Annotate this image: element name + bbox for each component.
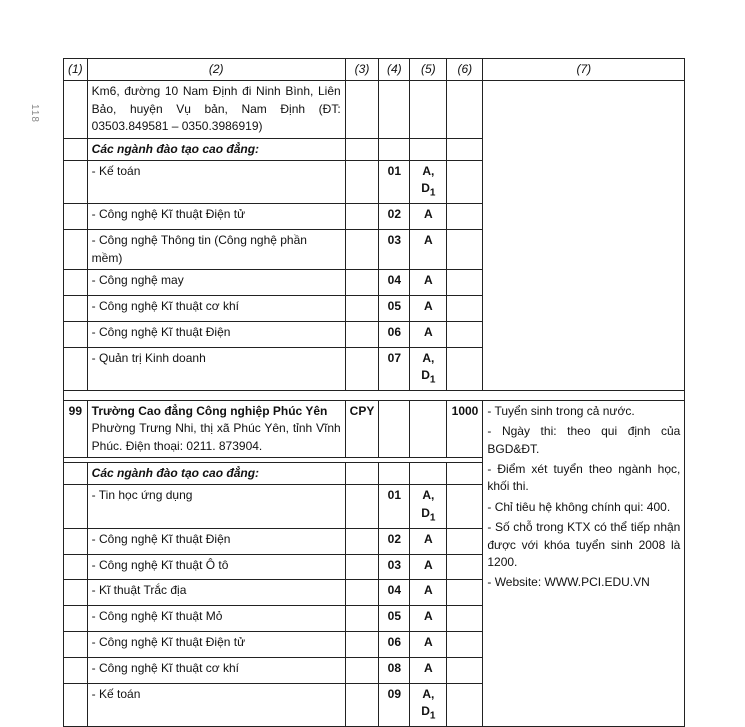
empty-cell: [64, 554, 88, 580]
empty-cell: [447, 81, 483, 138]
gap-cell: [64, 390, 685, 400]
major-name: - Công nghệ Kĩ thuật Điện: [87, 321, 345, 347]
empty-cell: [447, 138, 483, 160]
major-block: [410, 204, 447, 230]
note-item: - Chỉ tiêu hệ không chính qui: 400.: [487, 499, 671, 514]
major-code: 04: [379, 580, 410, 606]
major-block-text: A: [424, 233, 433, 248]
major-block: [410, 528, 447, 554]
header-cell: (1): [64, 59, 88, 81]
empty-cell: [345, 606, 379, 632]
empty-cell: [64, 684, 88, 727]
empty-cell: [447, 554, 483, 580]
empty-cell: [447, 606, 483, 632]
empty-cell: [345, 485, 379, 528]
major-code: 06: [379, 632, 410, 658]
major-block: [410, 230, 447, 270]
empty-cell: [447, 204, 483, 230]
major-code: 04: [379, 269, 410, 295]
major-name: - Công nghệ Kĩ thuật Điện: [87, 528, 345, 554]
empty-cell: [447, 658, 483, 684]
major-block-text: A: [424, 583, 433, 598]
major-block: [410, 485, 447, 528]
empty-cell: [379, 463, 410, 485]
major-block-text: A: [424, 272, 433, 287]
major-block: [410, 658, 447, 684]
header-cell: (2): [87, 59, 345, 81]
school-name: Trường Cao đẳng Công nghiệp Phúc Yên: [91, 403, 328, 418]
empty-cell: [345, 684, 379, 727]
empty-cell: [345, 321, 379, 347]
empty-cell: [379, 81, 410, 138]
empty-cell: [447, 230, 483, 270]
note-item: - Ngày thi: theo qui định của BGD&ĐT.: [487, 424, 681, 456]
empty-cell: [345, 632, 379, 658]
empty-cell: [410, 400, 447, 457]
major-block: [410, 160, 447, 203]
major-code: 08: [379, 658, 410, 684]
empty-cell: [64, 347, 88, 390]
school-code: CPY: [345, 400, 379, 457]
header-cell: (7): [483, 59, 685, 81]
major-block: [410, 269, 447, 295]
major-block-sub: 1: [429, 187, 436, 199]
empty-cell: [379, 400, 410, 457]
major-block-text: A: [424, 207, 433, 222]
empty-cell: [64, 160, 88, 203]
empty-cell: [345, 160, 379, 203]
empty-cell: [410, 463, 447, 485]
major-name: - Công nghệ Kĩ thuật Điện tử: [87, 204, 345, 230]
school-info: [87, 400, 345, 457]
major-block-sub: 1: [429, 710, 436, 722]
school-section-title: Các ngành đào tạo cao đẳng:: [87, 463, 345, 485]
major-block: [410, 347, 447, 390]
empty-cell: [64, 463, 88, 485]
empty-cell: [64, 580, 88, 606]
header-cell: (5): [410, 59, 447, 81]
major-name: - Công nghệ Thông tin (Công nghệ phần mềm): [87, 230, 345, 270]
empty-cell: [345, 580, 379, 606]
school-row: [64, 400, 685, 457]
empty-cell: [345, 138, 379, 160]
empty-cell: [64, 485, 88, 528]
empty-cell: [447, 269, 483, 295]
major-block-text: A, D: [421, 163, 435, 196]
empty-cell: [447, 632, 483, 658]
major-block: [410, 321, 447, 347]
empty-cell: [447, 684, 483, 727]
major-block: [410, 606, 447, 632]
empty-cell: [447, 295, 483, 321]
major-code: 05: [379, 295, 410, 321]
empty-cell: [64, 606, 88, 632]
school-quota: 1000: [447, 400, 483, 457]
prev-school-address: Km6, đường 10 Nam Định đi Ninh Bình, Liên Bảo, huyện Vụ bản, Nam Định (ĐT: 03503.849581 – 0350.3986919): [87, 81, 345, 138]
note-item: - Website: WWW.PCI.EDU.VN: [487, 575, 650, 590]
empty-cell: [64, 295, 88, 321]
note-item: - Tuyển sinh trong cả nước.: [487, 403, 635, 418]
empty-cell: [447, 463, 483, 485]
major-code: 03: [379, 554, 410, 580]
header-cell: (3): [345, 59, 379, 81]
major-block-text: A, D: [421, 488, 435, 520]
empty-cell: [64, 632, 88, 658]
major-block-text: A: [424, 609, 433, 624]
empty-cell: [64, 204, 88, 230]
major-name: - Kế toán: [87, 684, 345, 727]
major-block: [410, 295, 447, 321]
major-name: - Công nghệ Kĩ thuật Ô tô: [87, 554, 345, 580]
empty-cell: [64, 269, 88, 295]
header-row: [64, 59, 685, 81]
prev-school-address-row: [64, 81, 685, 138]
note-item: - Số chỗ trong KTX có thể tiếp nhận được với khóa tuyển sinh 2008 là 1200.: [487, 520, 681, 569]
major-code: 09: [379, 684, 410, 727]
empty-cell: [447, 347, 483, 390]
major-name: - Công nghệ Kĩ thuật cơ khí: [87, 658, 345, 684]
major-name: - Quản trị Kinh doanh: [87, 347, 345, 390]
major-block-text: A, D: [421, 350, 435, 382]
empty-cell: [345, 81, 379, 138]
major-name: - Kĩ thuật Trắc địa: [87, 580, 345, 606]
header-cell: (4): [379, 59, 410, 81]
note-item: - Điểm xét tuyển theo ngành học, khối thi.: [487, 462, 681, 494]
major-code: 06: [379, 321, 410, 347]
major-block-text: A: [424, 298, 433, 313]
empty-cell: [447, 528, 483, 554]
prev-notes-cell: [483, 81, 685, 390]
major-code: 02: [379, 528, 410, 554]
admissions-table: [63, 58, 685, 727]
major-block-text: A, D: [421, 687, 435, 719]
empty-cell: [447, 485, 483, 528]
school-stt: 99: [64, 400, 88, 457]
page-number: 118: [29, 104, 40, 123]
major-code: 03: [379, 230, 410, 270]
empty-cell: [447, 160, 483, 203]
major-name: - Kế toán: [87, 160, 345, 203]
major-name: - Tin học ứng dụng: [87, 485, 345, 528]
prev-section-title: Các ngành đào tạo cao đẳng:: [87, 138, 345, 160]
major-code: 07: [379, 347, 410, 390]
major-block: [410, 684, 447, 727]
empty-cell: [64, 528, 88, 554]
empty-cell: [345, 269, 379, 295]
major-name: - Công nghệ Kĩ thuật cơ khí: [87, 295, 345, 321]
empty-cell: [447, 321, 483, 347]
major-block-sub: 1: [429, 374, 436, 386]
major-block-text: A: [424, 557, 433, 572]
major-name: - Công nghệ may: [87, 269, 345, 295]
empty-cell: [345, 658, 379, 684]
major-name: - Công nghệ Kĩ thuật Mỏ: [87, 606, 345, 632]
empty-cell: [345, 528, 379, 554]
empty-cell: [379, 138, 410, 160]
major-block: [410, 580, 447, 606]
empty-cell: [345, 230, 379, 270]
major-block: [410, 554, 447, 580]
school-notes: [483, 400, 685, 726]
major-block: [410, 632, 447, 658]
empty-cell: [64, 138, 88, 160]
empty-cell: [64, 230, 88, 270]
major-block-text: A: [424, 324, 433, 339]
major-code: 01: [379, 160, 410, 203]
empty-cell: [345, 295, 379, 321]
empty-cell: [447, 580, 483, 606]
header-cell: (6): [447, 59, 483, 81]
empty-cell: [410, 138, 447, 160]
major-block-text: A: [424, 635, 433, 650]
major-block-text: A: [424, 531, 433, 546]
empty-cell: [345, 204, 379, 230]
empty-cell: [64, 321, 88, 347]
empty-cell: [64, 658, 88, 684]
empty-cell: [64, 81, 88, 138]
empty-cell: [410, 81, 447, 138]
empty-cell: [345, 554, 379, 580]
major-code: 05: [379, 606, 410, 632]
major-code: 02: [379, 204, 410, 230]
empty-cell: [345, 463, 379, 485]
major-block-sub: 1: [429, 512, 436, 524]
major-block-text: A: [424, 661, 433, 676]
section-gap: [64, 390, 685, 400]
major-code: 01: [379, 485, 410, 528]
major-name: - Công nghệ Kĩ thuật Điện tử: [87, 632, 345, 658]
school-address: Phường Trưng Nhi, thị xã Phúc Yên, tỉnh Vĩnh Phúc. Điện thoại: 0211. 873904.: [91, 421, 341, 453]
empty-cell: [345, 347, 379, 390]
